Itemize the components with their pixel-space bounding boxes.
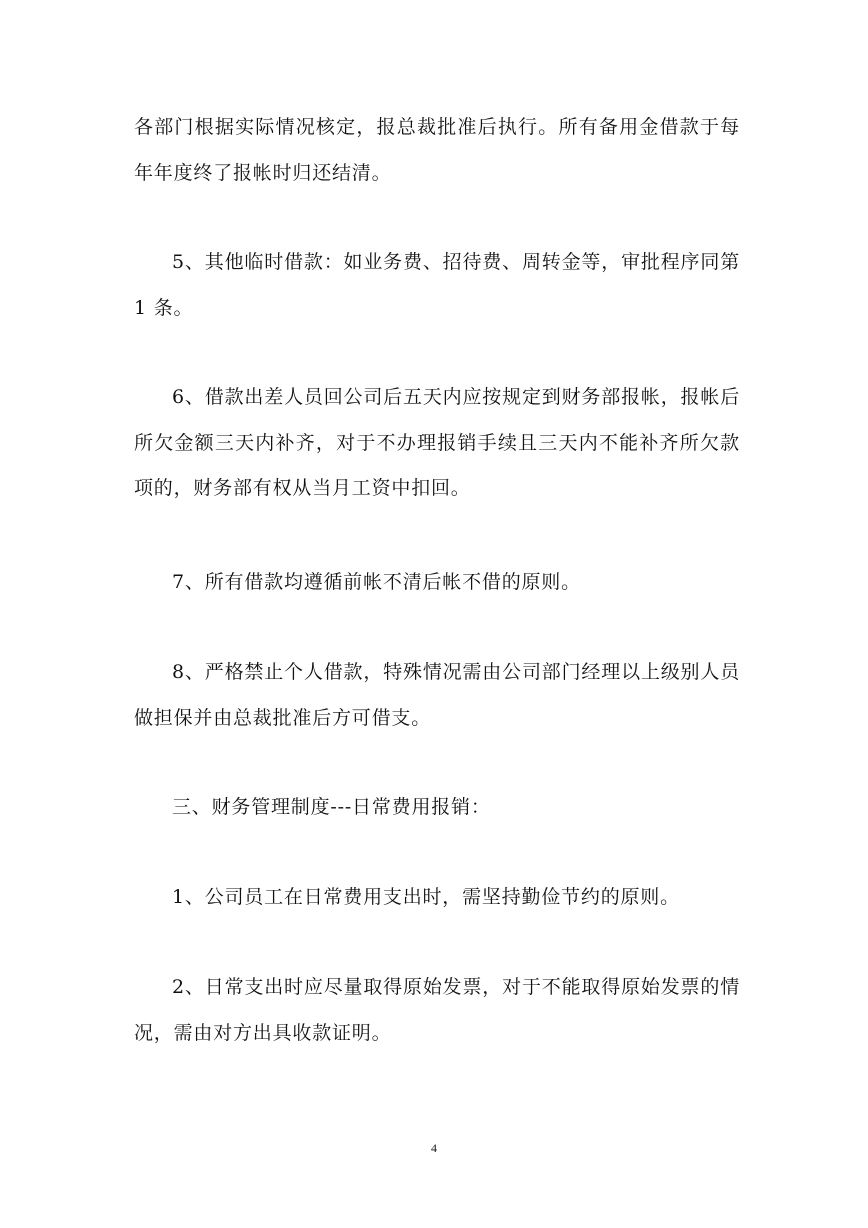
paragraph-item-7: 7、所有借款均遵循前帐不清后帐不借的原则。 [172, 571, 581, 593]
paragraph-section-3-item-2: 2、日常支出时应尽量取得原始发票，对于不能取得原始发票的情况，需由对方出具收款证明。 [134, 976, 740, 1044]
paragraph-section-3-item-1: 1、公司员工在日常费用支出时，需坚持勤俭节约的原则。 [172, 886, 680, 908]
section-3-heading: 三、财务管理制度---日常费用报销： [172, 796, 491, 818]
paragraph-continuation: 各部门根据实际情况核定，报总裁批准后执行。所有备用金借款于每年年度终了报帐时归还结清。 [134, 116, 740, 184]
paragraph-item-6: 6、借款出差人员回公司后五天内应按规定到财务部报帐，报帐后所欠金额三天内补齐，对于不办理报销手续且三天内不能补齐所欠款项的，财务部有权从当月工资中扣回。 [134, 386, 740, 499]
paragraph-item-5: 5、其他临时借款：如业务费、招待费、周转金等，审批程序同第 1 条。 [134, 251, 740, 319]
page-number: 4 [431, 1141, 437, 1155]
paragraph-item-8: 8、严格禁止个人借款，特殊情况需由公司部门经理以上级别人员做担保并由总裁批准后方可借支。 [134, 661, 740, 729]
